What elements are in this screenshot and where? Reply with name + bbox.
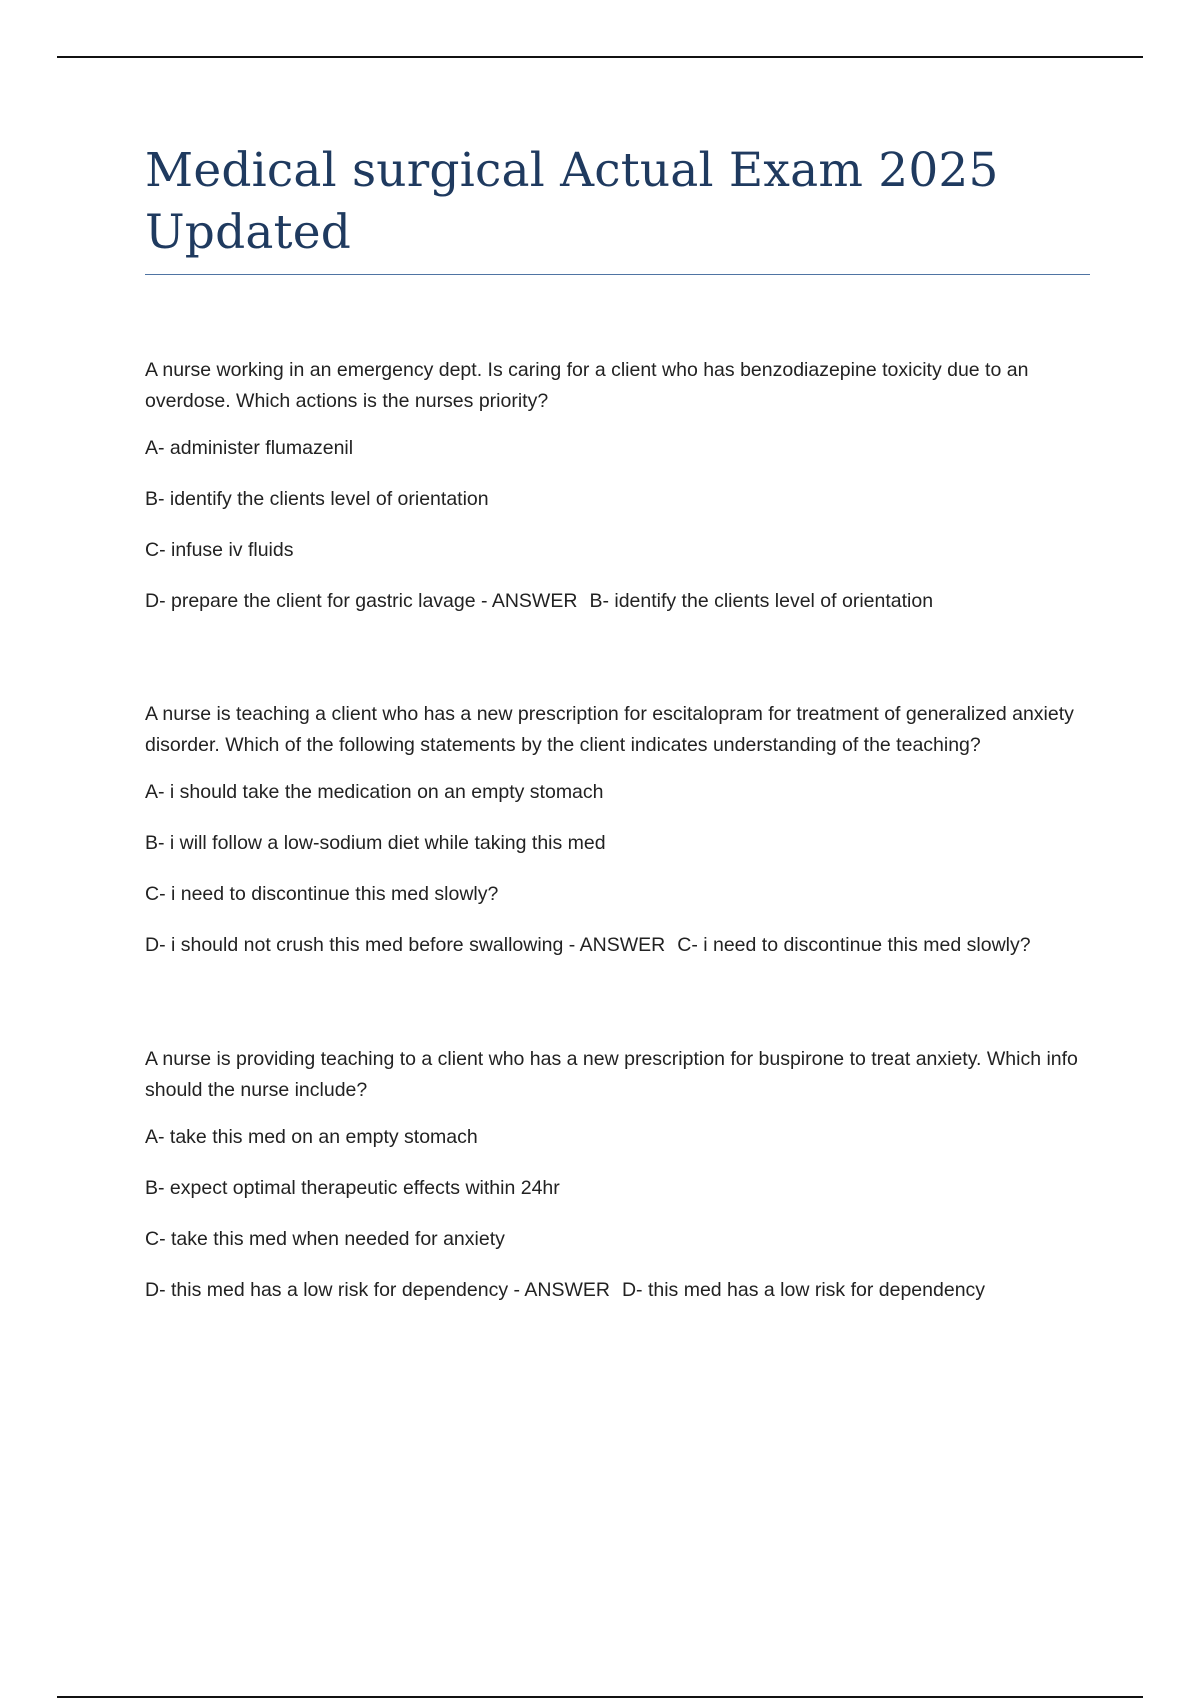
answer-marker: - ANSWER bbox=[568, 934, 666, 956]
footer-rule bbox=[57, 1696, 1143, 1698]
question-stem: A nurse working in an emergency dept. Is caring for a client who has benzodiazepine toxicity due to an overdose. Which actions is the nurses priority? bbox=[145, 359, 1029, 412]
option-a: A- i should take the medication on an empty stomach bbox=[145, 781, 604, 803]
question-stem: A nurse is teaching a client who has a new prescription for escitalopram for treatment of generalized anxiety disorder. Which of the following statements by the client indicates understanding of the teaching? bbox=[145, 703, 1074, 756]
question-3 bbox=[145, 1044, 1090, 1306]
option-b: B- expect optimal therapeutic effects within 24hr bbox=[145, 1177, 560, 1199]
option-d: D- this med has a low risk for dependency bbox=[145, 1279, 509, 1301]
option-c: C- take this med when needed for anxiety bbox=[145, 1228, 505, 1250]
question-stem: A nurse is providing teaching to a client who has a new prescription for buspirone to treat anxiety. Which info should the nurse include? bbox=[145, 1048, 1078, 1101]
question-1 bbox=[145, 355, 1090, 617]
document-body bbox=[145, 140, 1090, 1326]
option-d: D- i should not crush this med before swallowing bbox=[145, 934, 564, 956]
header-rule bbox=[57, 56, 1143, 58]
option-b: B- identify the clients level of orientation bbox=[145, 488, 489, 510]
option-d-with-answer bbox=[145, 930, 1090, 961]
answer-marker: - ANSWER bbox=[481, 590, 578, 612]
answer-text: C- i need to discontinue this med slowly? bbox=[677, 934, 1031, 956]
option-d-with-answer bbox=[145, 586, 1090, 617]
answer-text: D- this med has a low risk for dependency bbox=[621, 1279, 986, 1301]
option-b: B- i will follow a low-sodium diet while taking this med bbox=[145, 832, 606, 854]
option-d: D- prepare the client for gastric lavage bbox=[145, 590, 476, 612]
option-a: A- administer flumazenil bbox=[145, 437, 354, 459]
question-2 bbox=[145, 699, 1090, 961]
option-d-with-answer bbox=[145, 1275, 1090, 1306]
answer-marker: - ANSWER bbox=[513, 1279, 610, 1301]
answer-text: B- identify the clients level of orientation bbox=[589, 590, 934, 612]
option-a: A- take this med on an empty stomach bbox=[145, 1126, 478, 1148]
document-title: Medical surgical Actual Exam 2025 Updated bbox=[145, 140, 1090, 275]
option-c: C- infuse iv fluids bbox=[145, 539, 294, 561]
option-c: C- i need to discontinue this med slowly? bbox=[145, 883, 499, 905]
